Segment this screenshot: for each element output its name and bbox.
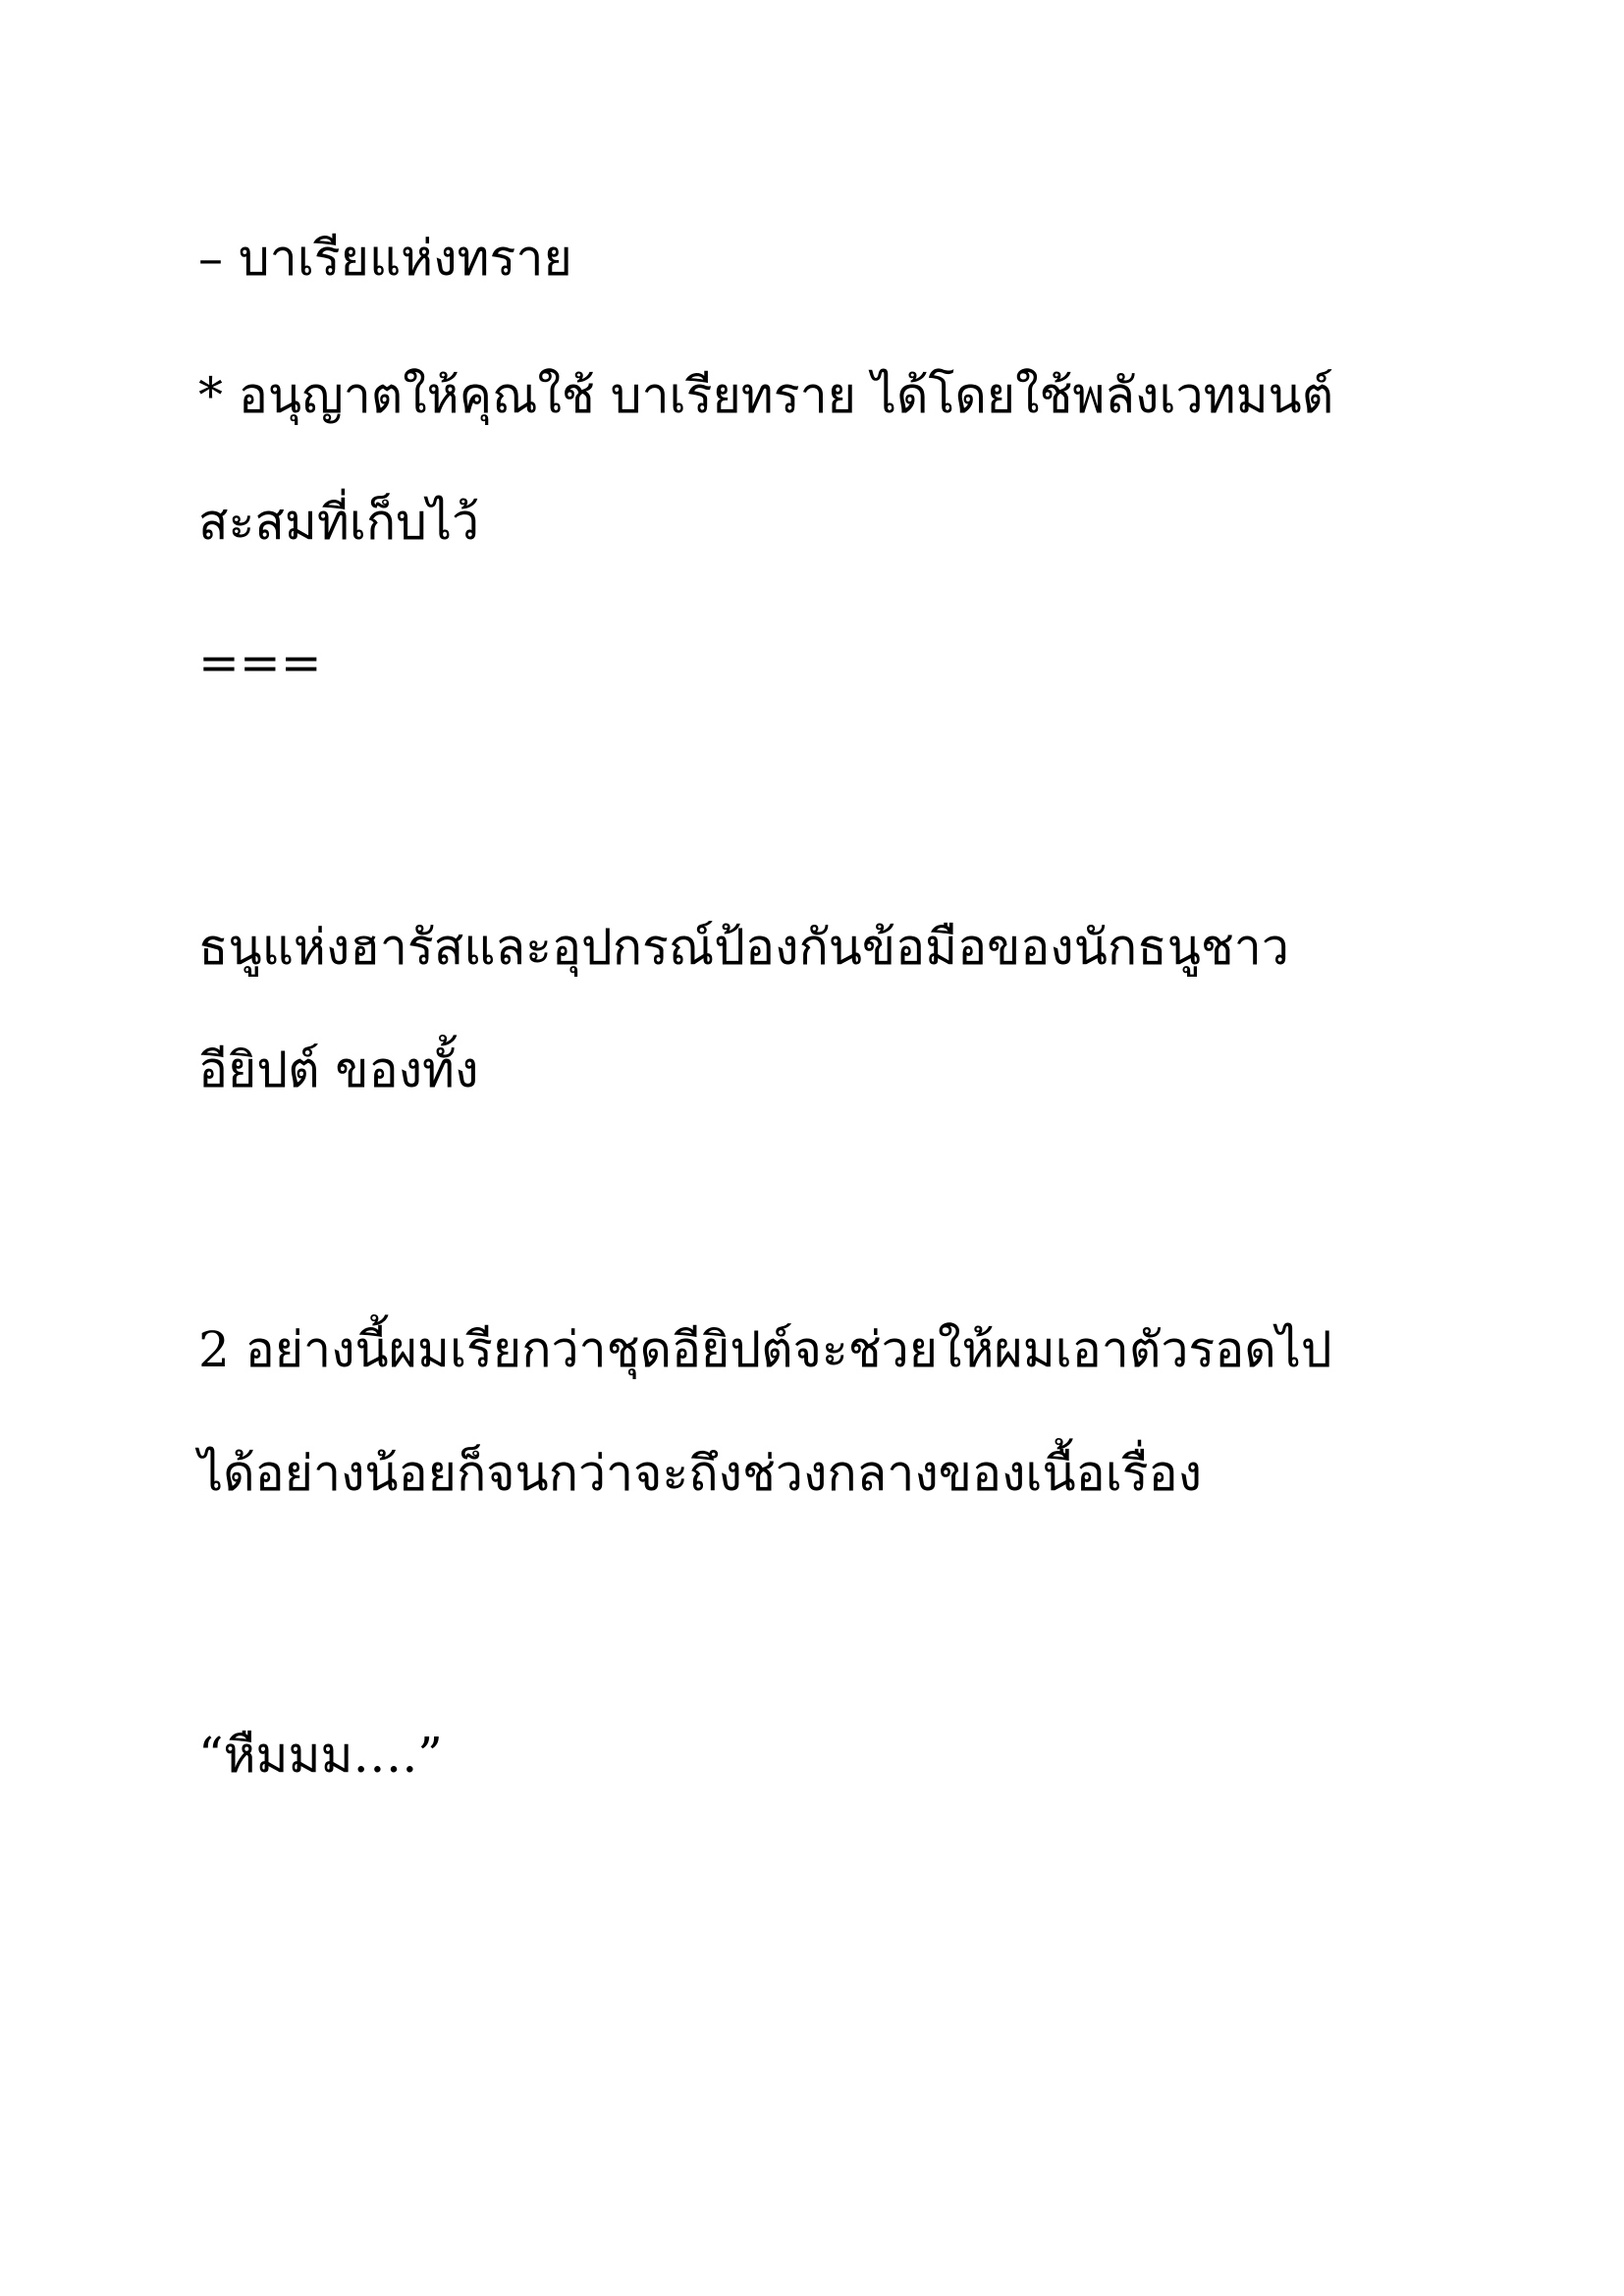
barrier-heading: – บาเรียแห่งทราย xyxy=(198,230,572,287)
paragraph-2-line-1: 2 อย่างนี้ผมเรียกว่าชุดอียิปต์จะช่วยให้ผมเอาตัวรอดไป xyxy=(198,1321,1332,1378)
dialogue-line: “หืมมม….” xyxy=(198,1727,443,1784)
section-separator: === xyxy=(198,634,322,691)
paragraph-1-line-2: อียิปต์ ของทั้ง xyxy=(198,1041,479,1098)
barrier-description-line-2: สะสมที่เก็บไว้ xyxy=(198,494,480,551)
paragraph-1-line-1: ธนูแห่งฮารัสและอุปกรณ์ป้องกันข้อมือของนักธนูชาว xyxy=(198,919,1289,976)
barrier-description-line-1: * อนุญาตให้คุณใช้ บาเรียทราย ได้โดยใช้พลังเวทมนต์ xyxy=(198,367,1334,424)
paragraph-2-line-2: ได้อย่างน้อยก็จนกว่าจะถึงช่วงกลางของเนื้อเรื่อง xyxy=(198,1445,1203,1502)
